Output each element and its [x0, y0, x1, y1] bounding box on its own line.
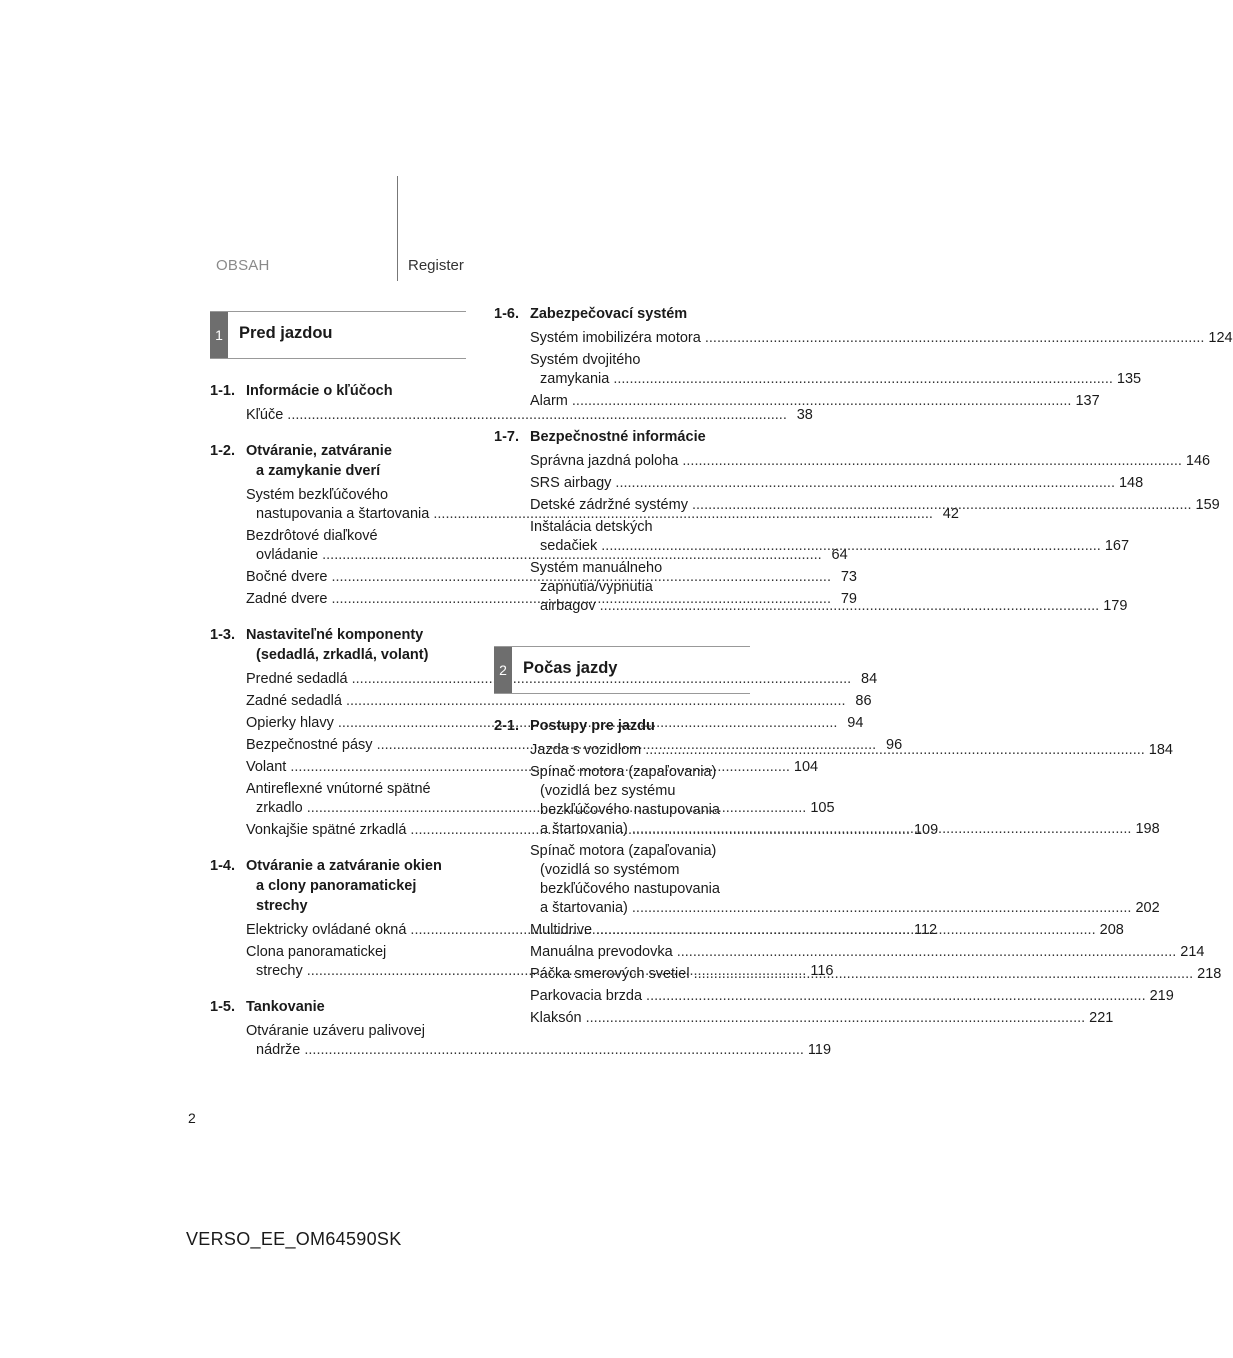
chapter-number: 1-2.	[210, 443, 235, 459]
section-number-tab[interactable]: 1	[210, 312, 228, 358]
entry-label-line	[530, 861, 1131, 880]
entry-label-line	[530, 351, 1113, 370]
entry-label-text: Spínač motora (zapaľovania)	[530, 764, 717, 780]
entry-label	[530, 763, 1131, 839]
entry-page-number: 109	[913, 822, 939, 838]
entry-page-number: 218	[1197, 966, 1222, 982]
entry-label	[530, 943, 1176, 962]
entry-label-text: Systém manuálneho	[530, 560, 663, 576]
entry-label-line	[530, 782, 1131, 801]
entry-page-number: 104	[793, 759, 819, 775]
entry-label-text: nastupovania a štartovania	[256, 506, 430, 522]
entry-label-text: Bezdrôtové diaľkové	[246, 528, 378, 544]
leader-dots	[678, 453, 1182, 469]
entry-label-text: SRS airbagy	[530, 475, 612, 491]
leader-dots	[628, 900, 1132, 916]
entry-page-number: 42	[942, 506, 959, 522]
section-header	[494, 646, 750, 694]
entry-label-text: ovládanie	[256, 547, 319, 563]
toc-entry[interactable]	[530, 474, 1144, 493]
entry-label-text: zapnutia/vypnutia	[540, 579, 653, 595]
chapter-heading[interactable]	[494, 716, 750, 736]
entry-label	[530, 496, 1192, 515]
chapter-title-line: Postupy pre jazdu	[530, 718, 655, 734]
chapter-heading[interactable]	[210, 856, 466, 916]
entry-label-text: sedačiek	[540, 538, 598, 554]
entry-page-number: 94	[847, 715, 864, 731]
leader-dots	[609, 371, 1113, 387]
entry-label-line	[530, 741, 1145, 760]
entry-label-line	[530, 820, 1131, 839]
leader-dots	[300, 1042, 804, 1058]
entry-label-text: Páčka smerových svetiel	[530, 966, 690, 982]
entry-page-number: 179	[1103, 598, 1128, 614]
leader-dots	[611, 475, 1115, 491]
entry-label	[530, 474, 1115, 493]
chapter-entries	[246, 1022, 832, 1060]
entry-label-text: (vozidlá so systémom	[540, 862, 680, 878]
entry-label	[530, 559, 1099, 616]
entry-page-number: 79	[840, 591, 857, 607]
chapter-title-line: (sedadlá, zrkadlá, volant)	[256, 647, 429, 663]
entry-page-number: 221	[1089, 1010, 1114, 1026]
entry-label-line	[530, 921, 1096, 940]
entry-page-number: 146	[1185, 453, 1211, 469]
entry-label-text: Vonkajšie spätné zrkadlá	[246, 822, 407, 838]
chapter-title-line: Zabezpečovací systém	[530, 306, 688, 322]
entry-page-number: 159	[1195, 497, 1220, 513]
chapter-title	[530, 716, 750, 736]
entry-label-text: Systém imobilizéra motora	[530, 330, 701, 346]
entry-page-number: 38	[796, 407, 813, 423]
entry-label-text: Jazda s vozidlom	[530, 742, 642, 758]
entry-label-text: Zadné dvere	[246, 591, 328, 607]
leader-dots	[641, 742, 1145, 758]
entry-label-line	[530, 474, 1115, 493]
entry-label-line	[530, 537, 1101, 556]
chapter-title	[246, 856, 466, 916]
entry-label-text: Otváranie uzáveru palivovej	[246, 1023, 425, 1039]
chapter-heading[interactable]	[210, 381, 466, 401]
entry-label	[530, 987, 1146, 1006]
chapter-number: 1-5.	[210, 999, 235, 1015]
chapter-number: 1-3.	[210, 627, 235, 643]
toc-entry[interactable]	[530, 452, 1211, 471]
entry-page-number: 96	[886, 737, 903, 753]
leader-dots	[642, 988, 1146, 1004]
entry-label-text: nádrže	[256, 1042, 301, 1058]
entry-page-number: 105	[810, 800, 835, 816]
chapter-title-line: Otváranie, zatváranie	[246, 443, 392, 459]
leader-dots	[628, 821, 1132, 837]
chapter-title-line: a clony panoramatickej	[256, 878, 417, 894]
toc-entry[interactable]	[530, 1009, 1114, 1028]
chapter-number: 1-1.	[210, 383, 235, 399]
entry-label-text: Zadné sedadlá	[246, 693, 342, 709]
entry-label-text: Manuálna prevodovka	[530, 944, 673, 960]
entry-label-text: a štartovania)	[540, 900, 628, 916]
entry-label-text: Správna jazdná poloha	[530, 453, 679, 469]
entry-label-line	[530, 597, 1099, 616]
entry-label-text: Volant	[246, 759, 287, 775]
entry-label-text: Elektricky ovládané okná	[246, 922, 407, 938]
entry-label	[530, 518, 1101, 556]
entry-label-line	[530, 965, 1193, 984]
entry-label-line	[530, 578, 1099, 597]
toc-entry[interactable]	[530, 392, 1100, 411]
entry-page-number: 167	[1104, 538, 1130, 554]
chapter-title	[530, 304, 750, 324]
chapter-title-line: Bezpečnostné informácie	[530, 429, 706, 445]
entry-page-number: 198	[1135, 821, 1160, 837]
chapter-heading[interactable]	[210, 997, 466, 1017]
entry-label-text: zrkadlo	[256, 800, 303, 816]
entry-page-number: 184	[1148, 742, 1173, 758]
entry-label-text: Detské zádržné systémy	[530, 497, 688, 513]
toc-entry[interactable]	[530, 943, 1205, 962]
section-title[interactable]: Pred jazdou	[239, 324, 333, 342]
entry-label-text: Predné sedadlá	[246, 671, 348, 687]
section-header	[210, 311, 466, 359]
document-id: VERSO_EE_OM64590SK	[186, 1229, 402, 1249]
entry-label-line	[530, 899, 1131, 918]
entry-label-line	[530, 842, 1131, 861]
leader-dots	[592, 922, 1096, 938]
entry-page-number: 135	[1116, 371, 1142, 387]
chapter-heading[interactable]	[494, 427, 750, 447]
leader-dots	[701, 330, 1205, 346]
chapter-title	[246, 997, 466, 1017]
chapter-heading[interactable]	[210, 625, 466, 665]
entry-label-text: Alarm	[530, 393, 568, 409]
entry-label-text: Bezpečnostné pásy	[246, 737, 373, 753]
entry-label-text: airbagov	[540, 598, 596, 614]
entry-page-number: 73	[840, 569, 857, 585]
entry-label	[530, 351, 1113, 389]
entry-label-line	[530, 392, 1071, 411]
leader-dots	[597, 538, 1101, 554]
chapter-heading[interactable]	[494, 304, 750, 324]
entry-label-text: Antireflexné vnútorné spätné	[246, 781, 431, 797]
chapter-number: 1-6.	[494, 306, 519, 322]
section-title[interactable]: Počas jazdy	[523, 659, 618, 677]
chapter-title-line: a zamykanie dverí	[256, 463, 381, 479]
leader-dots	[673, 944, 1177, 960]
entry-label-line	[530, 880, 1131, 899]
toc-entry[interactable]	[530, 351, 1142, 389]
section-spacer	[494, 632, 750, 646]
entry-label-line	[530, 370, 1113, 389]
toc-entry[interactable]	[530, 329, 1233, 348]
chapter-title-line: strechy	[256, 898, 308, 914]
entry-label-text: a štartovania)	[540, 821, 628, 837]
chapter-number: 2-1.	[494, 718, 519, 734]
entry-label	[530, 741, 1145, 760]
entry-label-text: Systém dvojitého	[530, 352, 641, 368]
chapter-title-line: Nastaviteľné komponenty	[246, 627, 424, 643]
nav-register-link[interactable]: Register	[408, 257, 464, 274]
leader-dots	[596, 598, 1100, 614]
chapter-entries	[530, 329, 1233, 411]
entry-label-text: Bočné dvere	[246, 569, 328, 585]
entry-label-line	[530, 329, 1204, 348]
entry-page-number: 124	[1208, 330, 1233, 346]
chapter-title	[246, 381, 466, 401]
toc-chapter	[494, 304, 1233, 411]
entry-page-number: 64	[831, 547, 848, 563]
entry-page-number: 86	[855, 693, 872, 709]
entry-page-number: 219	[1149, 988, 1174, 1004]
entry-label-text: bezkľúčového nastupovania	[540, 802, 720, 818]
leader-dots	[568, 393, 1072, 409]
entry-label-line	[530, 987, 1146, 1006]
entry-label-line	[530, 943, 1176, 962]
entry-label-text: Parkovacia brzda	[530, 988, 643, 1004]
entry-page-number: 202	[1135, 900, 1160, 916]
chapter-heading[interactable]	[210, 441, 466, 481]
entry-label-text: strechy	[256, 963, 303, 979]
entry-label-text: Spínač motora (zapaľovania)	[530, 843, 717, 859]
chapter-title	[246, 625, 466, 665]
entry-page-number: 84	[861, 671, 878, 687]
chapter-title-line: Informácie o kľúčoch	[246, 383, 393, 399]
leader-dots	[688, 497, 1192, 513]
entry-label-text: Systém bezkľúčového	[246, 487, 389, 503]
toc-entry[interactable]	[530, 842, 1160, 918]
entry-label-text: bezkľúčového nastupovania	[540, 881, 720, 897]
entry-label-text: (vozidlá bez systému	[540, 783, 676, 799]
entry-page-number: 214	[1180, 944, 1205, 960]
nav-divider	[397, 176, 398, 281]
chapter-title-line: Tankovanie	[246, 999, 325, 1015]
chapter-number: 1-4.	[210, 858, 235, 874]
entry-page-number: 119	[807, 1042, 832, 1058]
toc-entry[interactable]	[530, 987, 1174, 1006]
entry-label-line	[530, 801, 1131, 820]
leader-dots	[690, 966, 1194, 982]
toc-entry[interactable]	[246, 692, 872, 711]
entry-page-number: 208	[1099, 922, 1124, 938]
entry-label-text: Klaksón	[530, 1010, 582, 1026]
chapter-title-line: Otváranie a zatváranie okien	[246, 858, 442, 874]
entry-label-line	[530, 518, 1101, 537]
entry-page-number: 116	[810, 963, 834, 979]
chapter-entries	[246, 406, 813, 425]
entry-label-line	[530, 496, 1192, 515]
entry-label-text: zamykania	[540, 371, 610, 387]
entry-label-text: Clona panoramatickej	[246, 944, 387, 960]
page-number: 2	[188, 1110, 196, 1126]
entry-page-number: 112	[913, 922, 938, 938]
entry-page-number: 137	[1075, 393, 1100, 409]
entry-label-text: Opierky hlavy	[246, 715, 334, 731]
entry-label	[530, 1009, 1085, 1028]
entry-label	[530, 392, 1071, 411]
entry-label	[530, 452, 1182, 471]
entry-page-number: 148	[1118, 475, 1144, 491]
nav-obsah-link[interactable]: OBSAH	[216, 257, 270, 274]
entry-label-text: Inštalácia detských	[530, 519, 653, 535]
leader-dots	[582, 1010, 1086, 1026]
toc-entry[interactable]	[246, 406, 813, 425]
entry-label	[530, 842, 1131, 918]
section-number-tab[interactable]: 2	[494, 647, 512, 693]
entry-label	[530, 921, 1096, 940]
entry-label	[530, 329, 1204, 348]
chapter-title	[530, 427, 750, 447]
entry-label-line	[530, 1009, 1085, 1028]
entry-label-line	[530, 452, 1182, 471]
chapter-number: 1-7.	[494, 429, 519, 445]
entry-label-line	[530, 763, 1131, 782]
entry-label-line	[530, 559, 1099, 578]
toc-entry[interactable]	[246, 670, 878, 689]
toc-entry[interactable]	[246, 1022, 832, 1060]
chapter-title	[246, 441, 466, 481]
entry-label-text: Kľúče	[246, 407, 284, 423]
entry-label	[530, 965, 1193, 984]
entry-label-text: Multidrive	[530, 922, 593, 938]
